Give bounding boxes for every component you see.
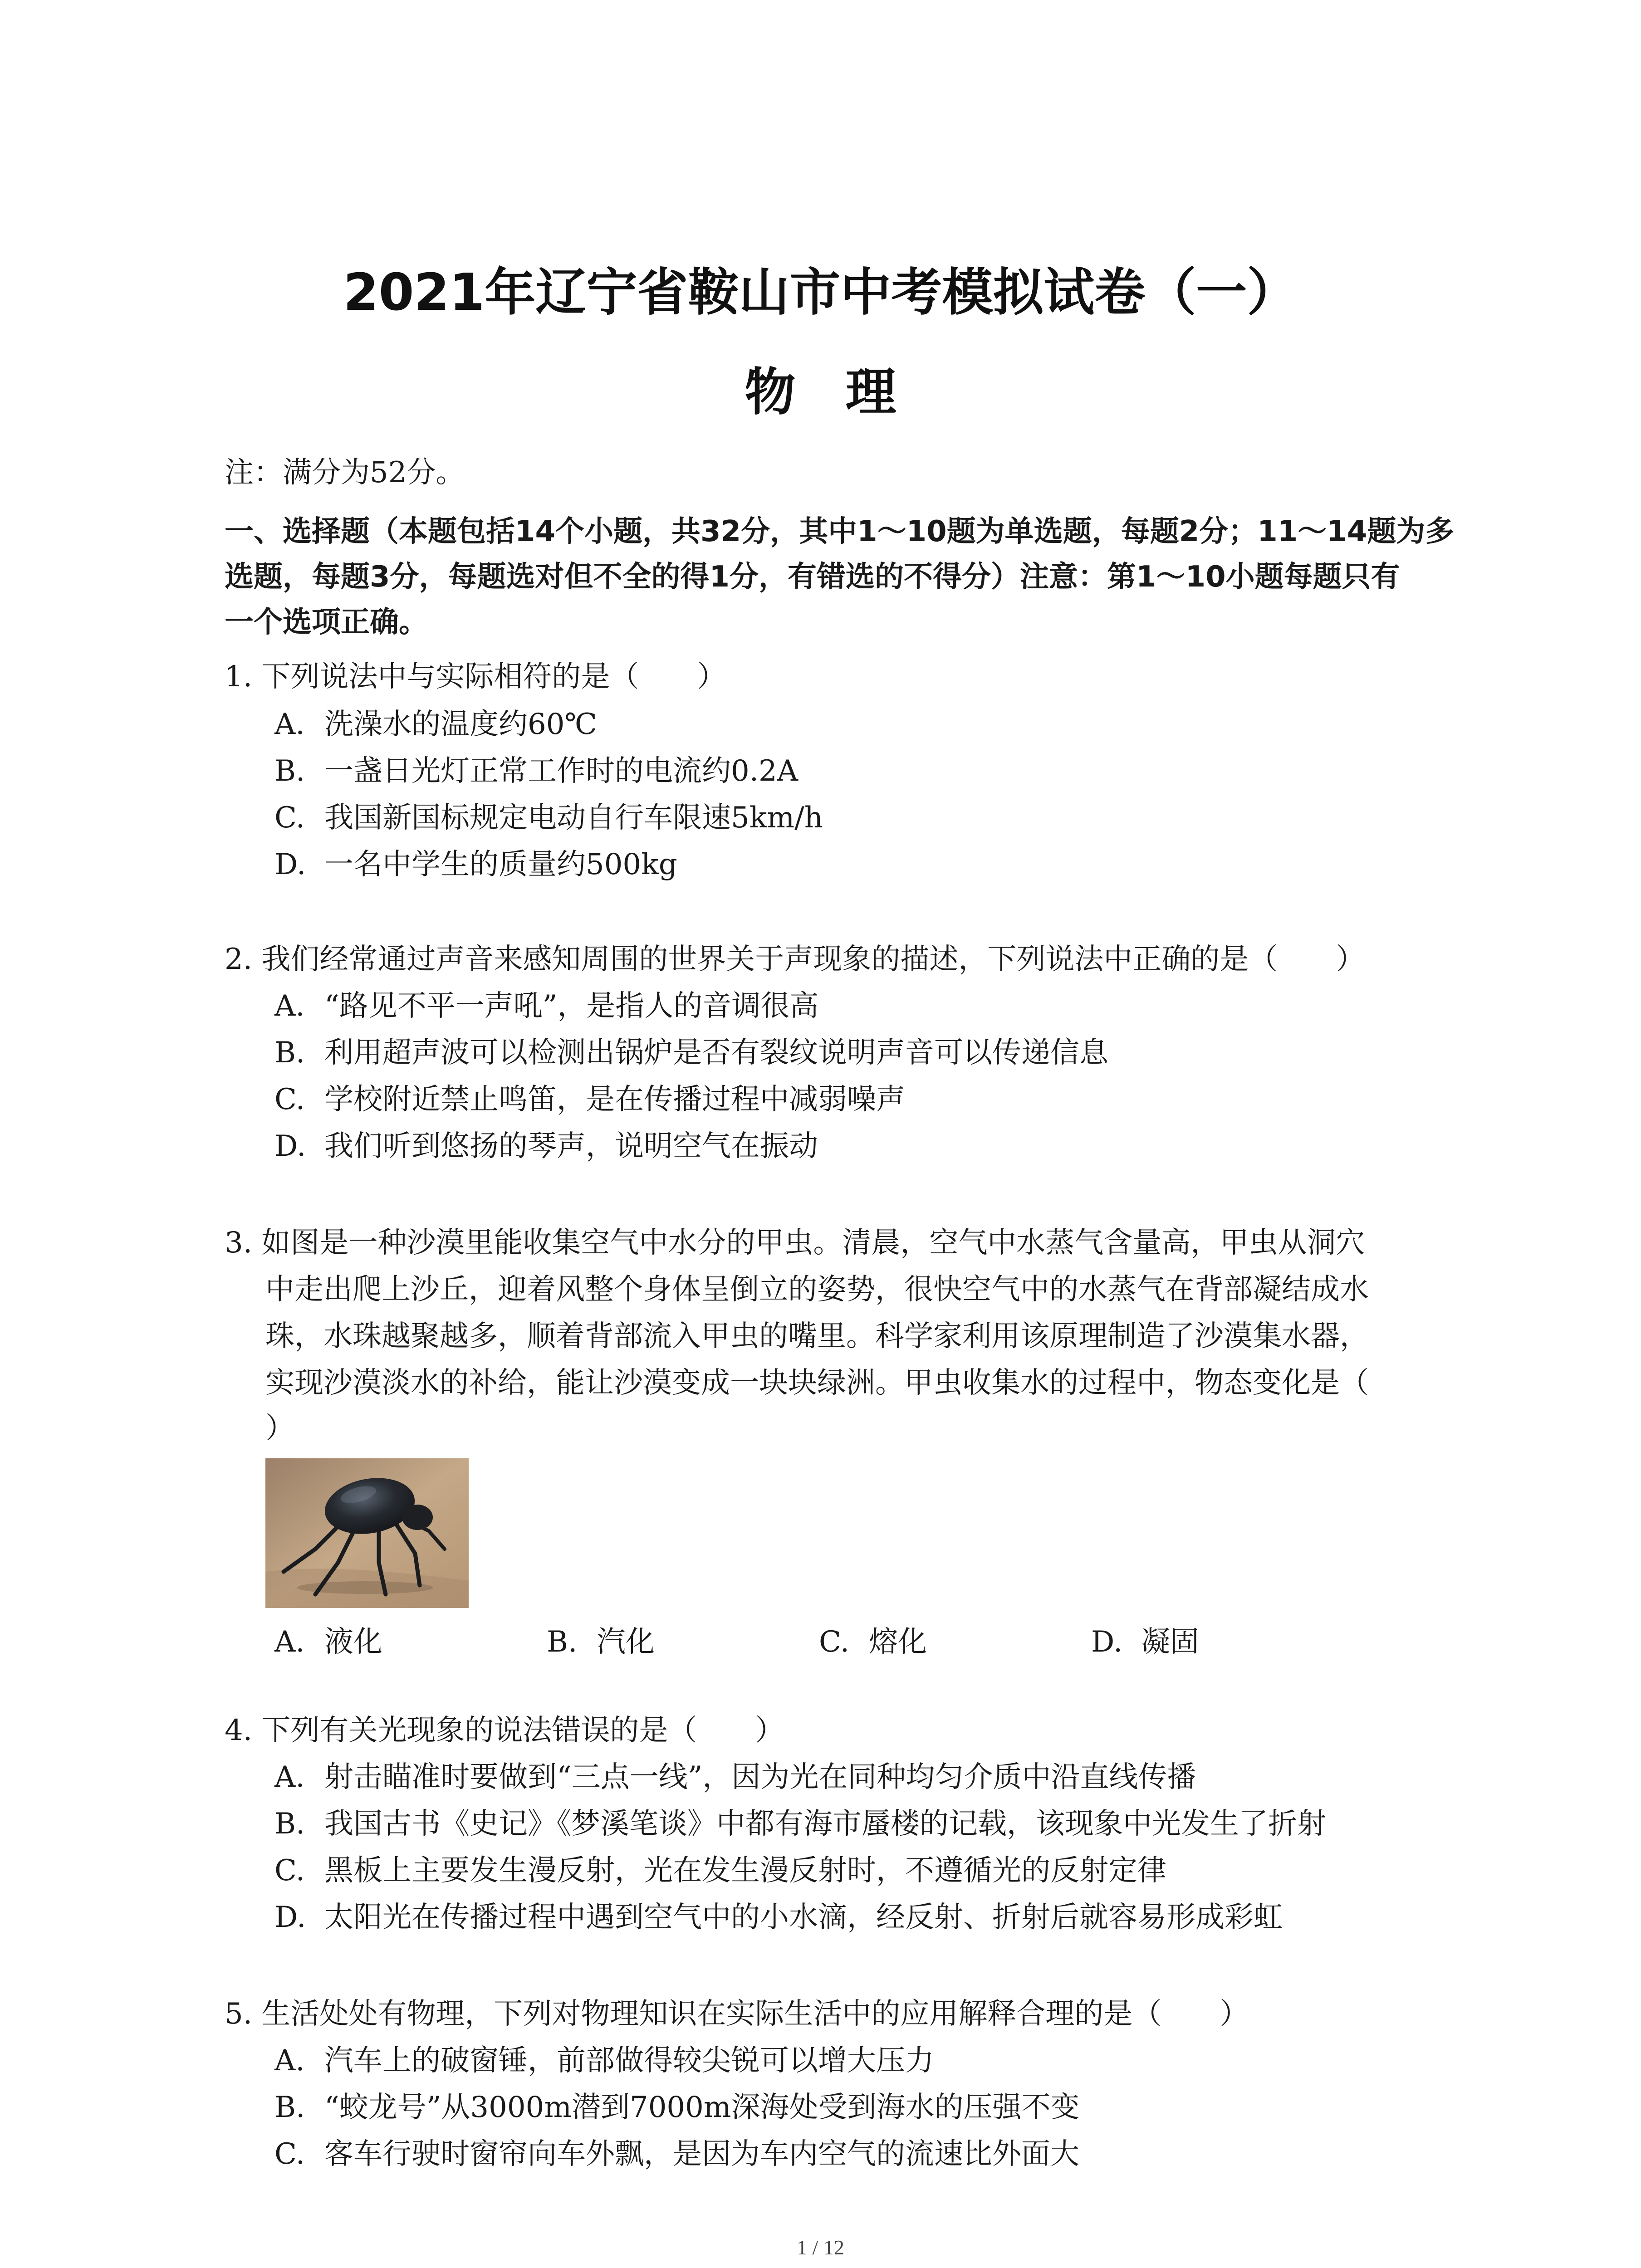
- question-2-option-d: D. 我们听到悠扬的琴声，说明空气在振动: [274, 1129, 818, 1163]
- question-5-option-b: B. “蛟龙号”从3000m潜到7000m深海处受到海水的压强不变: [274, 2091, 1080, 2124]
- exam-title: 2021年辽宁省鞍山市中考模拟试卷（一）: [343, 263, 1298, 322]
- question-3-stem-line-3: 珠，水珠越聚越多，顺着背部流入甲虫的嘴里。科学家利用该原理制造了沙漠集水器，: [265, 1320, 1369, 1353]
- question-3-option-a: A. 液化: [274, 1625, 382, 1659]
- question-5-option-a: A. 汽车上的破窗锤，前部做得较尖锐可以增大压力: [274, 2044, 934, 2077]
- question-3-option-c: C. 熔化: [819, 1625, 927, 1659]
- section-heading-line-3: 一个选项正确。: [225, 606, 428, 639]
- question-1-option-d: D. 一名中学生的质量约500kg: [274, 848, 677, 881]
- question-1-stem: 1. 下列说法中与实际相符的是（ ）: [225, 660, 726, 694]
- question-3-option-d: D. 凝固: [1091, 1625, 1199, 1659]
- question-2-option-a: A. “路见不平一声吼”，是指人的音调很高: [274, 989, 819, 1023]
- question-2-option-c: C. 学校附近禁止鸣笛，是在传播过程中减弱噪声: [274, 1083, 905, 1116]
- question-3-stem-line-2: 中走出爬上沙丘，迎着风整个身体呈倒立的姿势，很快空气中的水蒸气在背部凝结成水: [265, 1273, 1369, 1306]
- question-3-stem-line-1: 3. 如图是一种沙漠里能收集空气中水分的甲虫。清晨，空气中水蒸气含量高，甲虫从洞穴: [225, 1226, 1365, 1260]
- question-4-option-c: C. 黑板上主要发生漫反射，光在发生漫反射时，不遵循光的反射定律: [274, 1854, 1166, 1887]
- section-heading-line-1: 一、选择题（本题包括14个小题，共32分，其中1～10题为单选题，每题2分；11～14题为多: [225, 515, 1455, 548]
- subject-title: 物理: [745, 363, 946, 422]
- question-2-stem: 2. 我们经常通过声音来感知周围的世界关于声现象的描述，下列说法中正确的是（ ）: [225, 943, 1365, 976]
- question-1-option-c: C. 我国新国标规定电动自行车限速5km/h: [274, 801, 823, 835]
- question-3-option-b: B. 汽化: [547, 1625, 655, 1659]
- question-3-stem-line-5: ）: [265, 1412, 294, 1445]
- question-3-stem-line-4: 实现沙漠淡水的补给，能让沙漠变成一块块绿洲。甲虫收集水的过程中，物态变化是（: [265, 1366, 1369, 1400]
- question-1-option-a: A. 洗澡水的温度约60℃: [274, 708, 598, 741]
- section-heading-line-2: 选题，每题3分，每题选对但不全的得1分，有错选的不得分）注意：第1～10小题每题只有: [225, 560, 1400, 594]
- score-note: 注：满分为52分。: [225, 456, 465, 489]
- question-4-option-d: D. 太阳光在传播过程中遇到空气中的小水滴，经反射、折射后就容易形成彩虹: [274, 1901, 1283, 1934]
- question-5-option-c: C. 客车行驶时窗帘向车外飘，是因为车内空气的流速比外面大: [274, 2137, 1079, 2171]
- question-4-option-a: A. 射击瞄准时要做到“三点一线”，因为光在同种均匀介质中沿直线传播: [274, 1760, 1196, 1794]
- beetle-photo-icon: [265, 1458, 469, 1608]
- question-2-option-b: B. 利用超声波可以检测出锅炉是否有裂纹说明声音可以传递信息: [274, 1036, 1108, 1070]
- question-5-stem: 5. 生活处处有物理，下列对物理知识在实际生活中的应用解释合理的是（ ）: [225, 1997, 1249, 2031]
- question-1-option-b: B. 一盏日光灯正常工作时的电流约0.2A: [274, 754, 798, 788]
- page-number: 1 / 12: [797, 2236, 844, 2259]
- question-4-option-b: B. 我国古书《史记》《梦溪笔谈》中都有海市蜃楼的记载，该现象中光发生了折射: [274, 1807, 1326, 1841]
- question-4-stem: 4. 下列有关光现象的说法错误的是（ ）: [225, 1714, 784, 1747]
